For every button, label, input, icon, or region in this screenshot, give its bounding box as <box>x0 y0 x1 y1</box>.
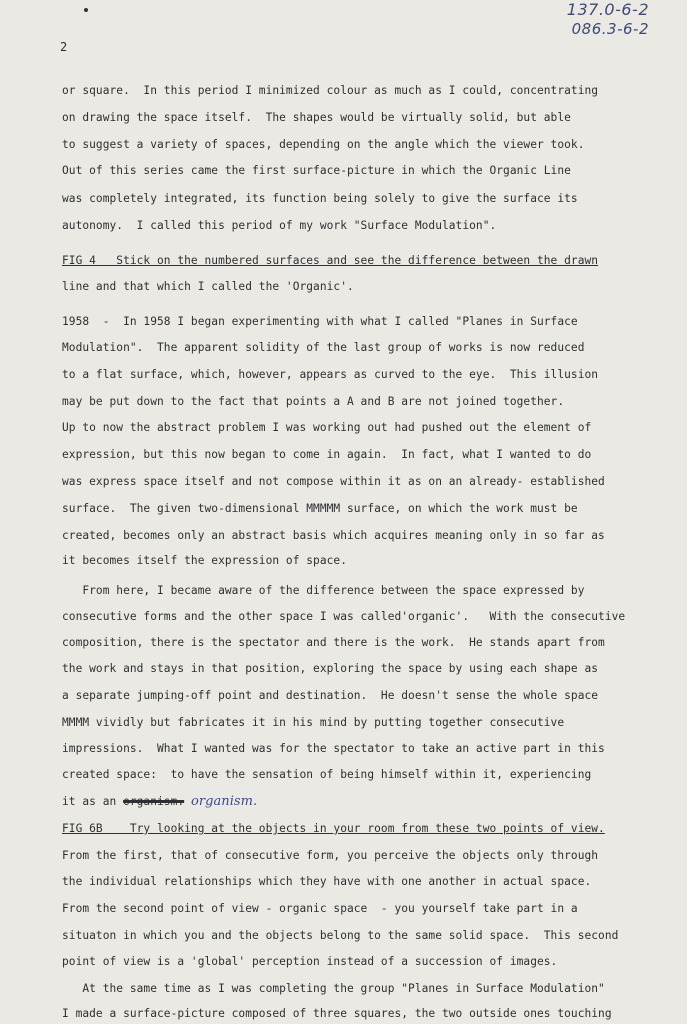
text-line: From the second point of view - organic space - you yourself take part in a <box>62 902 578 915</box>
text-line: it becomes itself the expression of space. <box>62 554 347 567</box>
text-line: to suggest a variety of spaces, depending on the angle which the viewer took. <box>62 138 585 151</box>
text-line: created space: to have the sensation of being himself within it, experiencing <box>62 768 592 781</box>
text-line: Up to now the abstract problem I was working out had pushed out the element of <box>62 421 592 434</box>
text-line: From the first, that of consecutive form, you perceive the objects only through <box>62 849 599 862</box>
text-line: line and that which I called the 'Organic'. <box>62 280 354 293</box>
text-line: the work and stays in that position, exploring the space by using each shape as <box>62 662 599 675</box>
archive-reference-1: 137.0-6-2 <box>566 0 649 19</box>
text-line: At the same time as I was completing the group "Planes in Surface Modulation" <box>62 982 605 995</box>
fig-4-caption: FIG 4 Stick on the numbered surfaces and see the difference between the drawn <box>62 254 599 267</box>
text-line: a separate jumping-off point and destination. He doesn't sense the whole space <box>62 689 599 702</box>
text-line: impressions. What I wanted was for the spectator to take an active part in this <box>62 742 605 755</box>
ink-dot <box>84 8 88 12</box>
text-line: the individual relationships which they have with one another in actual space. <box>62 875 592 888</box>
text-line: situaton in which you and the objects belong to the same solid space. This second <box>62 929 619 942</box>
text-line: or square. In this period I minimized colour as much as I could, concentrating <box>62 84 599 97</box>
text-line: Modulation". The apparent solidity of the last group of works is now reduced <box>62 341 585 354</box>
text-line: MMMM vividly but fabricates it in his mind by putting together consecutive <box>62 716 565 729</box>
handwritten-correction: organism. <box>190 794 258 809</box>
text-line: created, becomes only an abstract basis which acquires meaning only in so far as <box>62 529 605 542</box>
archive-reference-2: 086.3-6-2 <box>571 20 649 38</box>
text-line: point of view is a 'global' perception instead of a succession of images. <box>62 955 558 968</box>
text-line: was express space itself and not compose within it as on an already- established <box>62 475 605 488</box>
text-line: From here, I became aware of the difference between the space expressed by <box>62 584 585 597</box>
text-line: was completely integrated, its function being solely to give the surface its <box>62 192 578 205</box>
text-line-with-correction: it as an organism. organism. <box>62 794 258 809</box>
text-line: I made a surface-picture composed of three squares, the two outside ones touching <box>62 1007 612 1020</box>
text-line: expression, but this now began to come in again. In fact, what I wanted to do <box>62 448 592 461</box>
text-line: consecutive forms and the other space I was called'organic'. With the consecutive <box>62 610 626 623</box>
text-line: composition, there is the spectator and there is the work. He stands apart from <box>62 636 605 649</box>
page-number: 2 <box>60 40 68 54</box>
fig-6b-caption: FIG 6B Try looking at the objects in your room from these two points of view. <box>62 822 605 835</box>
text-line: 1958 - In 1958 I began experimenting with what I called "Planes in Surface <box>62 315 578 328</box>
text-line: autonomy. I called this period of my work "Surface Modulation". <box>62 219 497 232</box>
text-line: on drawing the space itself. The shapes would be virtually solid, but able <box>62 111 571 124</box>
text-line: Out of this series came the first surface-picture in which the Organic Line <box>62 164 571 177</box>
text-line: may be put down to the fact that points a A and B are not joined together. <box>62 395 565 408</box>
text-line: surface. The given two-dimensional MMMMM surface, on which the work must be <box>62 502 578 515</box>
text-line: to a flat surface, which, however, appears as curved to the eye. This illusion <box>62 368 599 381</box>
struck-word: organism. <box>123 795 185 808</box>
